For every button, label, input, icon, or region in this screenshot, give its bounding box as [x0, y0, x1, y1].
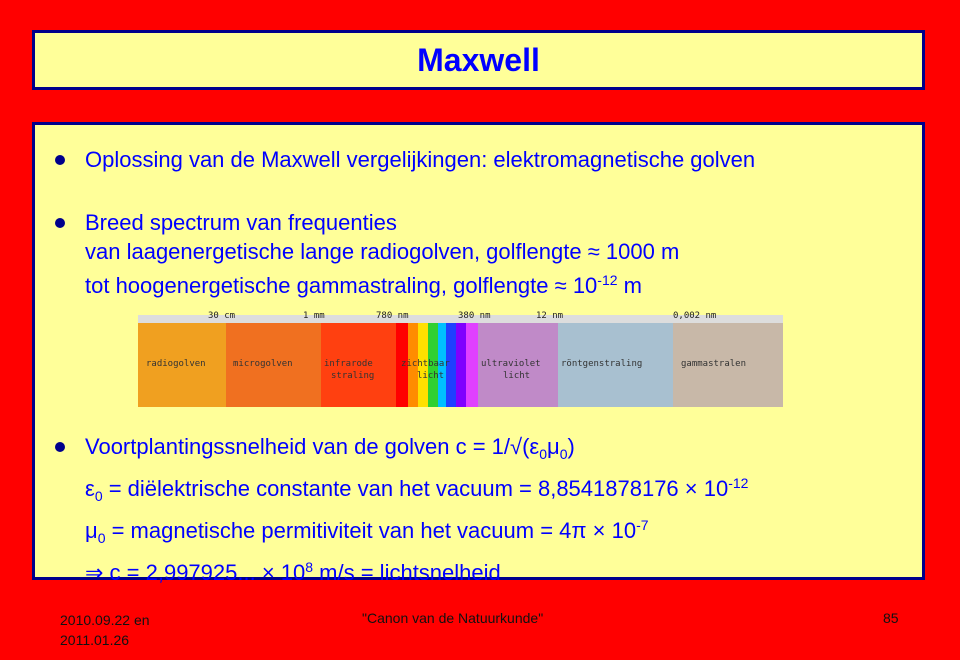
bullet-3-line-3 [85, 511, 748, 553]
band-label: röntgenstraling [561, 359, 643, 369]
bullet-2-line-3 [85, 266, 679, 300]
line-text: Voortplantingssnelheid van de golven c = 1/√(ε [85, 434, 540, 459]
tick-label: 30 cm [208, 311, 236, 321]
bullet-dot-icon [55, 155, 65, 165]
exponent: 8 [305, 559, 314, 575]
subscript: 0 [94, 488, 103, 504]
band-label: radiogolven [146, 359, 206, 369]
band-label: ultraviolet [481, 359, 541, 369]
exponent: -12 [728, 475, 749, 491]
bullet-dot-icon [55, 442, 65, 452]
subscript: 0 [559, 446, 568, 462]
band-label: microgolven [233, 359, 293, 369]
bullet-3-line-2 [85, 469, 748, 511]
tick-label: 380 nm [458, 311, 491, 321]
footer-center: "Canon van de Natuurkunde" [362, 610, 544, 626]
bullet-1-text: Oplossing van de Maxwell vergelijkingen: elektromagnetische golven [85, 147, 756, 172]
line-text: = diëlektrische constante van het vacuum = 8,8541878176 × 10 [102, 476, 729, 501]
bullet-2-line-2: van laagenergetische lange radiogolven, golflengte ≈ 1000 m [85, 239, 680, 264]
footer-date [60, 610, 150, 650]
title-box [32, 30, 925, 90]
slide-title: Maxwell [417, 41, 540, 78]
band-label: licht [503, 371, 531, 381]
bullet-dot-icon [55, 218, 65, 228]
line-text: m [617, 273, 642, 298]
line-text: μ [85, 518, 98, 543]
band-label: gammastralen [681, 359, 747, 369]
tick-label: 780 nm [376, 311, 409, 321]
bullet-3-line-1 [85, 432, 748, 469]
spectrum-scale [138, 311, 783, 323]
band-label: straling [331, 371, 375, 381]
band-vis-violet [456, 323, 466, 407]
bullet-2-line-1: Breed spectrum van frequenties [85, 210, 397, 235]
line-text: μ [547, 434, 560, 459]
tick-label: 12 nm [536, 311, 564, 321]
line-text: = magnetische permitiviteit van het vacuum = 4π × 10 [105, 518, 637, 543]
band-vis-magenta [466, 323, 478, 407]
band-label: zichtbaar [401, 359, 450, 369]
line-text: ε [85, 476, 95, 501]
spectrum-image [138, 311, 783, 407]
bullet-3-line-4 [85, 553, 748, 587]
page-number: 85 [883, 610, 899, 626]
exponent: -7 [636, 517, 649, 533]
tick-label: 1 mm [303, 311, 325, 321]
footer-date-line-2: 2011.01.26 [60, 632, 130, 648]
line-text: m/s = lichtsnelheid [313, 560, 501, 585]
line-text: ) [567, 434, 575, 459]
band-label: infrarode [324, 359, 373, 369]
bullet-3 [55, 432, 748, 587]
band-label: licht [417, 371, 445, 381]
bullet-2 [55, 208, 679, 300]
subscript: 0 [539, 446, 548, 462]
content-box [32, 122, 925, 585]
footer-date-line-1: 2010.09.22 en [60, 612, 150, 628]
exponent: -12 [597, 272, 618, 288]
subscript: 0 [97, 530, 106, 546]
bullet-1 [55, 145, 755, 174]
tick-label: 0,002 nm [673, 311, 717, 321]
line-text: tot hoogenergetische gammastraling, golflengte ≈ 10 [85, 273, 598, 298]
line-text: ⇒ c = 2,997925... × 10 [85, 560, 306, 585]
